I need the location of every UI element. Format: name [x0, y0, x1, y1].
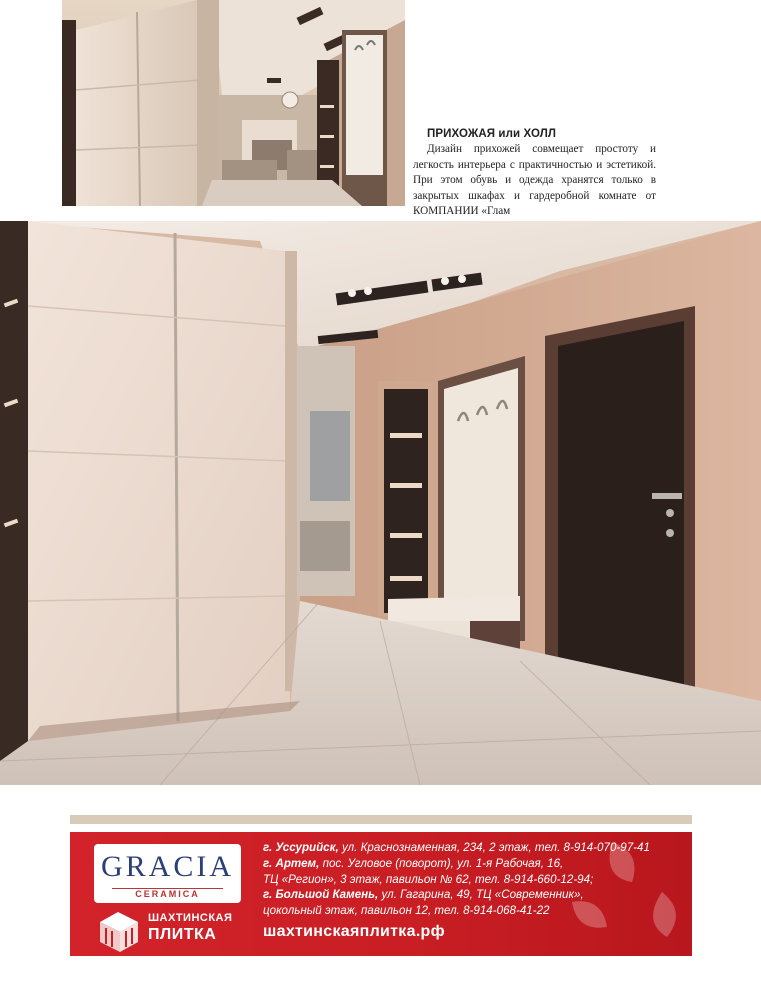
store-name-line1: ШАХТИНСКАЯ: [148, 912, 233, 924]
address-city: г. Артем,: [263, 856, 320, 870]
store-addresses: [263, 840, 688, 919]
article-body: Дизайн прихожей совмещает простоту и легкость интерьера с практичностью и эстетикой. При этом обувь и одежда хранятся только в закрытых шкафах и гардеробной комнате от КОМПАНИИ «Глам: [413, 143, 656, 218]
address-detail: цокольный этаж, павильон 12, тел. 8-914-068-41-22: [263, 904, 550, 918]
website-link[interactable]: шахтинскаяплитка.рф: [263, 923, 445, 940]
address-detail: пос. Угловое (поворот), ул. 1-я Рабочая, 16,: [319, 856, 564, 870]
address-city: г. Уссурийск,: [263, 841, 339, 854]
address-detail: ТЦ «Регион», 3 этаж, павильон № 62, тел. 8-914-660-12-94;: [263, 872, 594, 886]
article-text-block: [413, 128, 656, 220]
hallway-interior-photo: [0, 221, 761, 785]
article-heading: ПРИХОЖАЯ или ХОЛЛ: [427, 128, 557, 140]
address-line: [263, 887, 688, 903]
section-divider: [70, 815, 692, 824]
advertisement-banner: [70, 832, 692, 956]
address-line: [263, 872, 688, 888]
gracia-ceramica-logo: [94, 844, 241, 903]
address-line: [263, 856, 688, 872]
address-detail: ул. Гагарина, 49, ТЦ «Современник»,: [378, 888, 584, 902]
tile-cube-icon: [96, 910, 142, 954]
store-name-line2: ПЛИТКА: [148, 926, 217, 943]
gracia-brand-name: GRACIA: [100, 850, 234, 883]
address-line: [263, 903, 688, 919]
gracia-brand-sub: CERAMICA: [131, 889, 204, 899]
address-detail: ул. Краснознаменная, 234, 2 этаж, тел. 8-914-070-97-41: [338, 841, 650, 854]
address-city: г. Большой Камень,: [263, 888, 379, 902]
shakhtinskaya-plitka-logo: [96, 910, 256, 954]
top-interior-photo: [62, 0, 405, 206]
address-line: [263, 840, 688, 856]
